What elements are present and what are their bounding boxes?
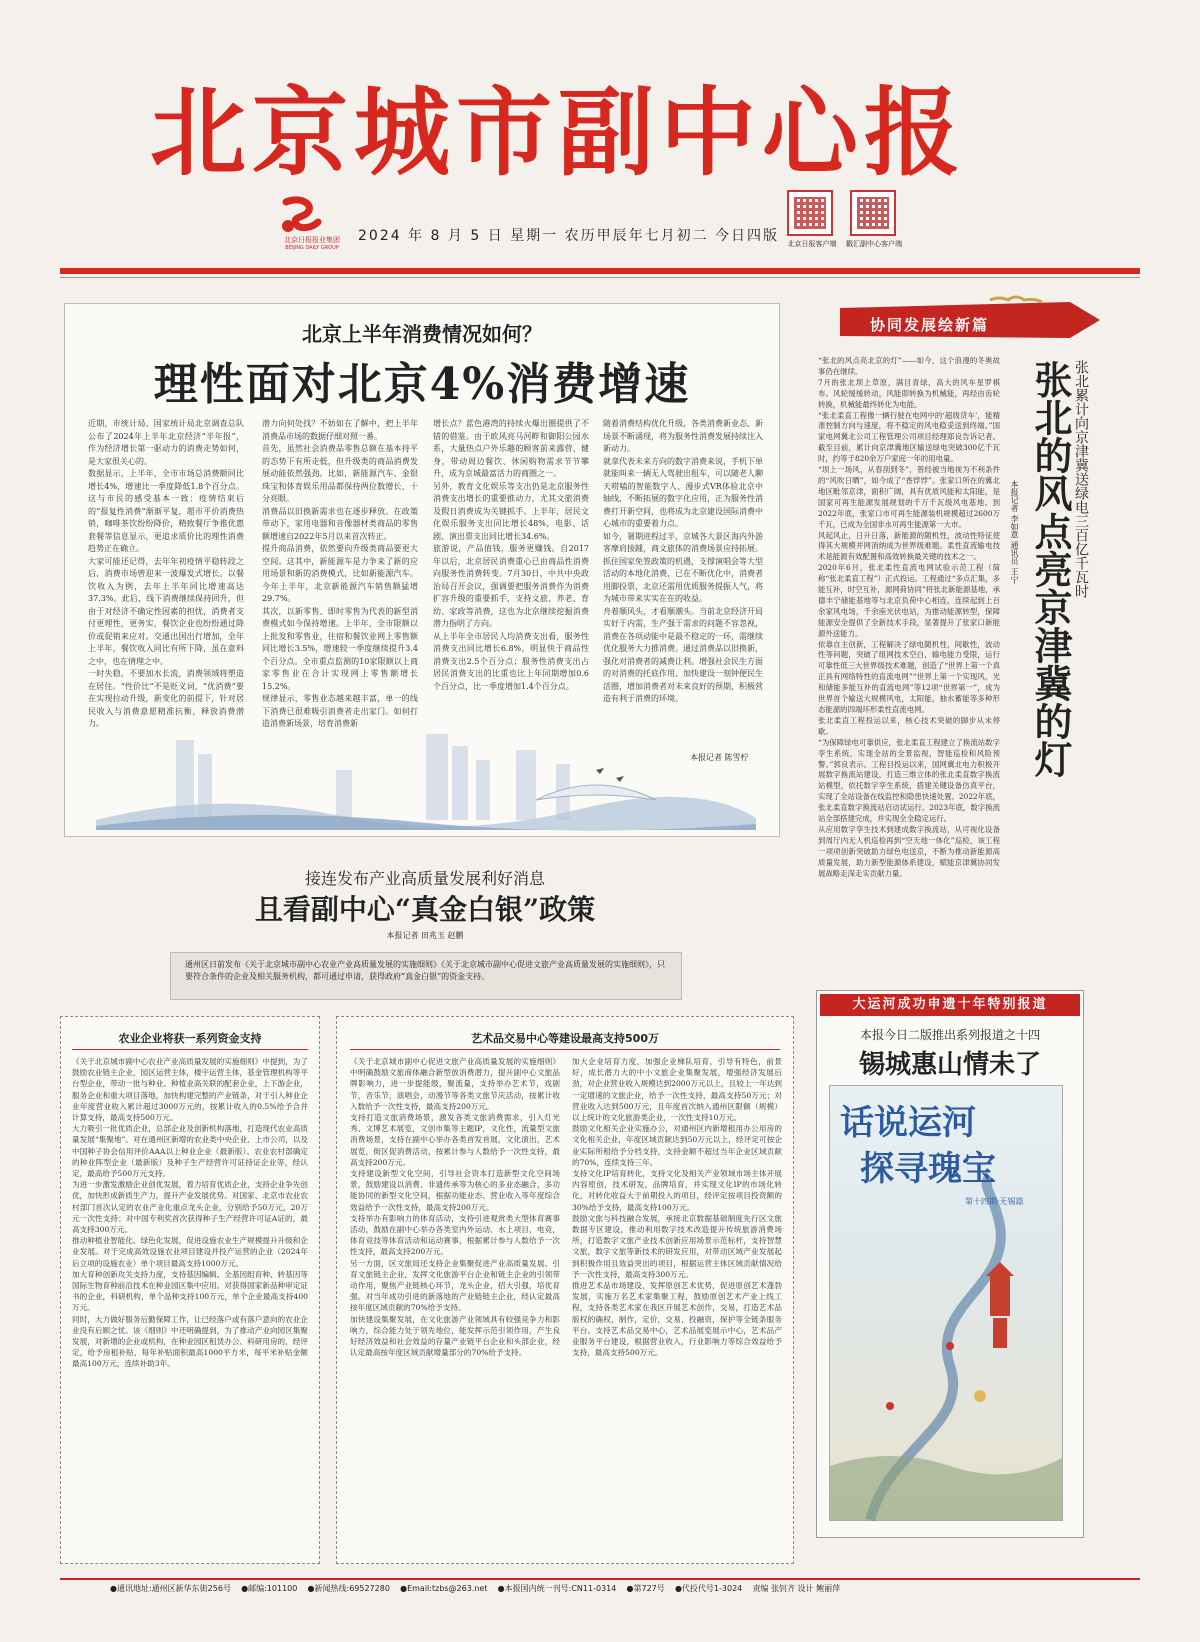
masthead-rule [60, 268, 1140, 274]
footer-info [110, 1583, 1140, 1594]
publisher-name [262, 236, 362, 252]
special-report-banner: 大运河成功申遗十年特别报道 [820, 994, 1080, 1016]
lead-byline: 本报记者 陈雪柠 [690, 753, 749, 762]
footer-rule [60, 1578, 1140, 1580]
agri-box-title[interactable]: 农业企业将获一系列资金支持 [72, 1030, 308, 1050]
right-article-kicker: 张北累计向京津冀送绿电三百亿千瓦时 [1073, 360, 1089, 598]
special-report-kicker: 本报今日二版推出系列报道之十四 [859, 1028, 1040, 1042]
footer-address: ●通讯地址:通州区新华东街256号 [110, 1584, 231, 1593]
footer-postcode: ●邮编:101100 [241, 1584, 298, 1593]
lead-column-1: 近期，市统计局、国家统计局北京调查总队公布了2024年上半年北京经济“半年报”，作为经济增长第一驱动力的消费走势如何，是大家很关心的。 数据显示，上半年，全市市场总消费额同比增长4%，增速比一季度降低1.8个百分点。这与市民的感受基本一致：疫情结束后的“报复性消费”渐渐平复，超市平价消费热销，咖啡茶饮纷纷降价，精致餐厅争推优惠套餐等信息显示，更追求质价比的理性消费趋势正在确立。 大家可能还记得，去年年初疫情平稳转段之后，消费市场曾迎来一波爆发式增长。以餐饮收入为例，去年上半年同比增速高达37.3%。此后，线下消费继续保持回升，但由于对经济不确定性因素的担忧，消费者支付更理性，更务实，餐饮企业也纷纷通过降价或促销来应对。交通出国出行增加，全年上半年，餐饮收入同比有所下降，虽在意料之中，也在情理之中。 一时失稳，不要加水长流，消费领域将塑造在居住。“性价比”不是贬义词，“优消费”要在实现拉动升级，新变化的前提下，针对居民收入与消费意愿精准抗衡，释放消费潜力。 [88, 419, 244, 728]
arts-box-title[interactable]: 艺术品交易中心等建设最高支持500万 [350, 1030, 780, 1050]
policy-kicker: 接连发布产业高质量发展利好消息 [304, 869, 545, 888]
publisher-name-en: BEIJING DAILY GROUP [285, 245, 339, 251]
lead-headline[interactable]: 理性面对北京4%消费增速 [153, 359, 691, 410]
policy-summary-box: 通州区日前发布《关于北京城市副中心农业产业高质量发展的实施细则》《关于北京城市副中心促进文旅产业高质量发展的实施细则》，只要符合条件的企业及相关服务机构，都可通过申请，获得政府“真金白银”的资金支持。 [170, 952, 682, 1000]
masthead-thin-rule [60, 277, 1140, 278]
lead-column-2: 潜力向何处找？不妨如在了解中，把上半年消费品市场的数据仔细对照一番。 首先，虽然社会消费品零售总额在基本持平的态势下有所走低，但升级类的商品消费发展动能依然强劲。比如，新能源汽车、金银珠宝和体育娱乐用品都保持两位数增长，十分亮眼。 消费品以旧换新需求也在逐步释放。在政策带动下，家用电器和音像器材类商品的零售额增速自2022年5月以来首次转正。 提升商品消费，依然要向升级类商品要更大空间。这其中，新能源车是力争来了新的应用场景和新的消费模式，比如新能源汽车。今年上半年，北京新能源汽车销售额猛增29.7%。 其次，以新零售、即时零售为代表的新型消费模式如今保持增速。上半年，全市限额以上批发和零售业，住宿和餐饮业网上零售额同比增长3.5%，增速较一季度继续提升3.4个百分点。全市重点监测的10家限额以上商家零售业在合计实现网上零售额增长15.2%。 规律显示，零售业态越来越丰富，单一的线下消费已很难吸引消费者走出家门。如何打造消费新场景，培育消费新 [262, 419, 418, 728]
poster-title [840, 1100, 1060, 1192]
poster-episode: 第十四期·无锡篇 [965, 1197, 1024, 1206]
footer-hotline: ●新闻热线:69527280 [307, 1584, 390, 1593]
poster-title-line-1: 话说运河 [840, 1103, 976, 1143]
series-label: 协同发展绘新篇 [870, 316, 990, 334]
footer-email[interactable]: ●Email:tzbs@263.net [400, 1584, 488, 1593]
right-article-text: “张北的风点亮北京的灯”——如今，这个浪漫的冬奥故事仍在继续。 7月的张北坝上草原，满目青绿，高大的风车星罗棋布。风轮缓缓转动，风能即转换为机械能，再经由齿轮转换，机械能最终转化为电能。 “张北柔直工程像一辆行驶在电网中的‘超级货车’，能精准控制方向与速度，将不稳定的风电稳妥送到终端。”国家电网冀北公司工程管理公司项目经理郑良告诉记者。截至目前，累计向京津冀地区输送绿电突破300亿千瓦时，约等于820余万户家庭一年的用电量。 “坝上一场风，从春刮到冬”，曾经被当地视为不利条件的“风吹日晒”，如今成了“香饽饽”。张家口所在的冀北地区毗邻京津，面积广阔，具有优质风能和太阳能，是国家可再生能源发展规划的千万千瓦级风电基地。到2022年底，张家口市可再生能源装机规模超过2600万千瓦，已成为全国非水可再生能源第一大市。 风起风止，日升日落，新能源的随机性，波动性特征使得其大规模并网消纳成为世界级难题。柔性直流输电技术是能源有效配置和高效转换最关键的技术之一。 2020年6月，张北柔性直流电网试验示范工程（简称“张北柔直工程”）正式投运。工程通过“多点汇集，多能互补，时空互补，源网荷协同”将张北新能源基地，承德丰宁储能基地等与北京负荷中心相连，连续起到上百余家风电场，千余座光伏电站，为推动能源转型，保障能源安全提供了全新技术手段，显著提升了张家口新能源外送能力。 依靠自主创新，工程解决了绿电随机性，间歇性，波动性等问题，突破了组网技术空白，输电能力受限，运行可靠性低三大世界级技术难题，创造了“世界上第一个真正具有网络特性的直流电网”“世界上第一个实现风，光和储能多能互补的直流电网”等12项“世界第一”，成为世界首个输送大规模风电，太阳能，抽水蓄能等多种形态能源的四端环形柔性直流电网。 张北柔直工程投运以来，核心技术突破的脚步从未停歇。 “为保障绿电可靠供应，张北柔直工程建立了换流站数字孪生系统，实现全站的全景监视，智能巡检和风险预警。”郭良表示。工程目投运以来，国网冀北电力积极开展数字换流站建设，打造三维立体的张北柔直数字换流站模型，依托数字孪生系统，搭建关键设备仿真平台，实现了全站设备在线监控和隐患快速处置。2022年底，张北柔直数字换流站启动试运行。2023年底，数字换流站全部搭建完成，并实现全全稳定运行。 从应用数字孪生技术到建成数字换流站，从可视化设备到周厅内无人机巡检再到“空天地一体化”巡检，该工程一项项创新突破助力绿色电送京，不断为推动新能源高质量发展，助力新型能源体系建设，赋能京津冀协同发展战略走深走实贡献力量。 [818, 356, 1000, 878]
dateline: 2024 年 8 月 5 日 星期一 农历甲辰年七月初二 今日四版 [358, 228, 780, 244]
footer-delivery-code: ●代投代号1-3024 [674, 1584, 743, 1593]
agri-box-text: 《关于北京城市副中心农业产业高质量发展的实施细则》中提到，为了鼓励农业链主企业，园区运营主体，楼宇运营主体，基金管理机构等平台型企业，带动一批与种业、种植业高关联的配套企业，上下游企业，服务企业和重大项目落地，加快构建完整的产业链条，对于引入种业企业年度营业收入累计超过3000万元的，按累计收入的0.5%给予合并计算支持，最高支持500万元。 大力吸引一批优质企业，总部企业及创新机构落地，打造现代农业高质量发展“集聚地”。对在通州区新增的农业类中央企业、上市公司，以及中国种子协会信用评价AAA以上种业企业（最新版）、农业农村部确定的种业阵型企业（最新版）及种子生产经营许可证持证企业等，经认定，最高给予500万元支持。 为进一步激发激励企业创优发展，着力培育优质企业，支持企业争先创优，加快形成新质生产力，提升产业发展优势。对国家、北京市农业农村部门首次认定的农业产业化重点龙头企业，分别给予50万元，20万元一次性支持；对中国专利奖首次获得种子生产经营许可证A证的，最高支持300万元。 推动种植业智能化、绿色化发展，促进设施农业生产规模提升升级和企业发展。对于完成高效设施农业项目建设并投产运营的企业（2024年后立项的设施农业）单个项目最高支持1000万元。 加大育种创新攻关支持力度，支持基因编辑、全基因组育种、转基因等国际生物育种前沿技术在种业园区集中应用。对获得国家新品种审定证书的企业，科研机构，单个品种支持100万元，单个企业最高支持400万元。 同时，大力做好服务后勤保障工作，让已经落户或有落户意向的农业企业没有后顾之忧。该《细则》中还明确提到，为了推动产业向园区集聚发展，对新增的企业或机构，在种业园区租赁办公、科研用房的，经评定，给予房租补贴，每年补贴面积最高1000平方米，每平米补贴金额最高100万元，连续补助3年。 [72, 1057, 308, 1369]
city-skyline-illustration [96, 730, 756, 830]
right-article-headline[interactable]: 张北的风点亮京津冀的灯 [1028, 360, 1073, 778]
policy-headline[interactable]: 且看副中心“真金白银”政策 [254, 893, 596, 926]
lead-kicker: 北京上半年消费情况如何？ [302, 322, 542, 346]
lead-column-3: 增长点？蓝色港湾的持续火爆出圈提供了不错的借鉴。由于欧风亮马河畔和御阳公园水系，大量热点户外乐趣的顾客前来露营、健身，带动周边餐饮、休闲购物需求节节攀升，成为京城最富活力的商圈之一。 另外，教育文化娱乐等支出仍是北京服务性消费支出增长的重要推动力，尤其文旅消费及假日消费成为关键抓手。上半年，居民文化娱乐服务支出同比增长48%，电影、话剧、演出票支出同比增长34.6%。 旅游说，产品值钱，服务更赚钱。自2017年以后，北京居民消费重心已由商品性消费向服务性消费转变。7月30日，中共中央政治局召开会议，强调要把服务消费作为消费扩容升级的重要抓手，支持文旅、养老、育幼、家政等消费，这也为北京继续挖掘消费潜力指明了方向。 从上半年全市居民人均消费支出看，服务性消费支出同比增长6.8%，明显快于商品性消费支出2.5个百分点；服务性消费支出占居民消费支出的比重也比上年同期增加0.6个百分点，比一季度增加1.4个百分点。 [433, 419, 589, 691]
special-report-headline[interactable]: 锡城惠山情未了 [858, 1050, 1041, 1080]
footer-issue: ●第727号 [626, 1584, 665, 1593]
footer-issn: ●本报国内统一刊号:CN11-0314 [497, 1584, 617, 1593]
footer-editors: 责编 张钊齐 设计 鲍丽萍 [752, 1584, 841, 1593]
publisher-name-cn: 北京日报报业集团 [284, 236, 340, 244]
masthead-title: 北京城市副中心报 [150, 76, 966, 189]
qr-code-right[interactable] [850, 190, 896, 236]
qr-caption-right: 戳汇副中心客户端 [846, 240, 902, 248]
arts-box-column-a: 《关于北京城市副中心促进文旅产业高质量发展的实施细则》中明确鼓励文旅商体融合新型放消费潜力，提升副中心文旅品牌影响力，进一步提能级，聚流量，支持举办艺术节，戏剧节，音乐节，演唱会，动漫节等各类文旅节庆活动，按累计收入数给予一次性支持，最高支持200万元。 支持打造文旅消费场景，激发各类文旅消费需求，引入灯光秀、文博艺术展览，文创市集等主题IP，文化性，流量型文旅消费场景，支持在副中心举办各类首发首展，文化演出，艺术展览，街区促消费活动，按累计参与人数给予一次性支持，最高支持200万元。 支持建设新型文化空间，引导社会资本打造新型文化空间场景，鼓励建设以消费、非遗传承等为核心的多业态融合，多功能协同的新型文化空间，根据功能业态、营业收入等年度综合效益给予一次性支持，最高支持200万元。 支持举办有影响力的体育活动，支持引进观赏类大型体育赛事活动，鼓励在副中心举办各类室内外运动、水上项目，电竞，体育竞技等体育活动和运动赛事，根据累计参与人数给予一次性支持，最高支持200万元。 另一方面，区文旅局还支持企业集聚促进产业高质量发展。引育文旅链主企业，发挥文化旅游平台企业和链主企业的引领带动作用，聚焦产业链核心环节，龙头企业，招大引强，培优育强。对当年成功引进的新落地的产业链链主企业，经认定最高按年度区域贡献的70%给予支持。 加快建设集聚发展，在文化旅游产业领域具有较强竞争力和影响力，综合能力处于领先地位，能发挥示范引领作用，产生良好经济效益和社会效益的存量产业链平台企业和头部企业，经认定最高按年度区域贡献增量部分的70%给予支持。 [350, 1057, 560, 1358]
publisher-logo-icon [278, 198, 324, 234]
arts-box-column-b: 加大企业培育力度，加强企业梯队培育，引导有特色，前景好，成长潜力大的中小文旅企业集聚发展，增强经济发展后劲，对企业营业收入规模达到2000万元以上，且较上一年达到一定增速的文旅企业，给予一次性支持，最高支持50万元；对营业收入达到500万元，且年度首次纳入通州区限额（规模）以上统计的文化旅游类企业，一次性支持10万元。 鼓励文化相关企业实施办公，对通州区内新增租用办公用房的文化相关企业，年度区域贡献达到50万元以上，经评定可按企业实际所租给予分档支持，支持金额不超过当年企业区域贡献的70%，连续支持三年。 支持文化IP培育转化，支持文化及相关产业领域市场主体开展内容原创，技术研发，品牌培育，并实现文化IP的市场化转化，对转化收益大于前期投入的项目，经评定按项目投资额的30%给予支持，最高支持100万元。 鼓励文旅与科技融合发展，承接北京数据基础制度先行区文旅数据专区建设，推动利用数字技术改造提升传统旅游消费场所，打造数字文旅产业技术创新应用场景示范标杆，支持智慧文旅，数字文旅等新技术的研发应用，对带动区域产业发展起到积极作用且效益突出的项目，根据运营主体区域贡献情况给予一次性支持，最高支持300万元。 推进艺术品市场建设，发挥原创艺术优势，促进原创艺术蓬勃发展，实施万名艺术家集聚工程，鼓励原创艺术产业上线工程，支持各类艺术家在我区开展艺术创作，交易，打造艺术品版权的确权，制作，定价，交易，投融资，保护等全链条服务平台。支持艺术品交易中心，艺术品展览展示中心，艺术品产业服务平台建设，根据营业收入，行业影响力等综合效益给予支持，最高支持500万元。 [572, 1057, 782, 1358]
qr-code-left[interactable] [787, 190, 833, 236]
lead-column-4: 随着消费结构优化升级，各类消费新业态、新场景不断涌现，将为服务性消费发展持续注入新动力。 就拿代表未来方向的数字消费来说，手机下单就能叫来一辆无人驾驶出租车，可以随老人聊天唠嗑的智能数字人、漫步式VR体验北京中轴线，不断拓展的数字化应用，正为服务性消费打开新空间，也将成为北京建设国际消费中心城市的重要着力点。 如今，暑期进程过半，京城各大景区海内外游客摩肩接踵，商文旅体的消费场景应持拓展。抓住国家免签政策的机遇，支撑演唱会等大型活动的本地化消费，已在不断优化中，消费者用脚投票，北京还需用优质服务提振人气，将为城市带来实实在在的收益。 舟着顺风头，才看顺潮头。当前北京经济开局实好于内需，生产强于需求的问题不容忽视，消费在各项动能中是最不稳定的一环，需继续优化服务大力推消费。通过消费品以旧换新，强化对消费者的减费让利。增强社会民生方面的对消费的托底作用、加快建设一刻钟便民生活圈，增加消费者对未来良好的预期，积极营造有利于消费的环境。 [603, 419, 763, 703]
right-article-byline: 本报记者 李如意 通讯员 王宁 [1010, 480, 1019, 584]
qr-caption-left: 北京日报客户端 [787, 240, 837, 248]
poster-title-line-2: 探寻瑰宝 [860, 1149, 996, 1189]
policy-byline: 本报记者 田兆玉 赵鹏 [386, 931, 464, 940]
